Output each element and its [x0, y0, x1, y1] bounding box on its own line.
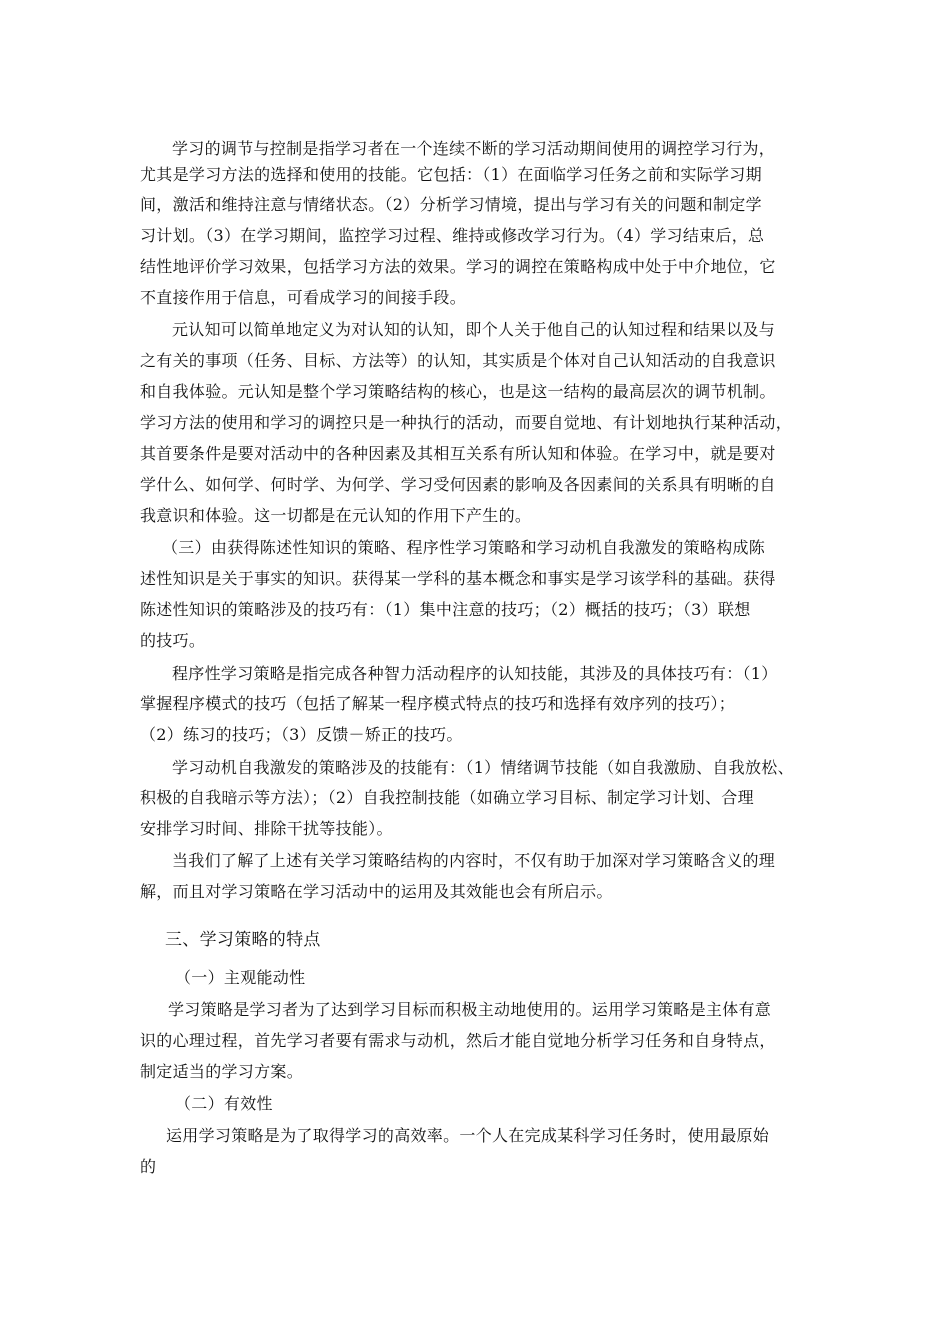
text-line: 其首要条件是要对活动中的各种因素及其相互关系有所认知和体验。在学习中，就是要对 [140, 444, 776, 463]
text-line: 我意识和体验。这一切都是在元认知的作用下产生的。 [140, 506, 532, 525]
text-line: 解，而且对学习策略在学习活动中的运用及其效能也会有所启示。 [140, 882, 613, 901]
text-line: 的技巧。 [140, 631, 206, 650]
text-line: 当我们了解了上述有关学习策略结构的内容时，不仅有助于加深对学习策略含义的理 [172, 851, 776, 870]
text-line: 间，激活和维持注意与情绪状态。（2）分析学习情境，提出与学习有关的问题和制定学 [140, 195, 762, 214]
text-line: 尤其是学习方法的选择和使用的技能。它包括：（1）在面临学习任务之前和实际学习期 [140, 165, 762, 184]
subsection-heading: （二）有效性 [175, 1094, 273, 1113]
text-line: 学什么、如何学、何时学、为何学、学习受何因素的影响及各因素间的关系具有明晰的自 [140, 475, 776, 494]
text-line: 结性地评价学习效果，包括学习方法的效果。学习的调控在策略构成中处于中介地位，它 [140, 257, 776, 276]
text-line: 制定适当的学习方案。 [140, 1062, 304, 1081]
text-line: 之有关的事项（任务、目标、方法等）的认知，其实质是个体对自己认知活动的自我意识 [140, 351, 776, 370]
text-line: 不直接作用于信息，可看成学习的间接手段。 [140, 288, 467, 307]
text-line: 陈述性知识的策略涉及的技巧有：（1）集中注意的技巧；（2）概括的技巧；（3）联想 [140, 600, 751, 619]
text-line: 掌握程序模式的技巧（包括了解某一程序模式特点的技巧和选择有效序列的技巧）； [140, 694, 736, 713]
text-line: 学习的调节与控制是指学习者在一个连续不断的学习活动期间使用的调控学习行为， [172, 139, 776, 158]
section-heading: 三、学习策略的特点 [165, 930, 321, 950]
text-line: 习计划。（3）在学习期间，监控学习过程、维持或修改学习行为。（4）学习结束后，总 [140, 226, 765, 245]
text-line: 程序性学习策略是指完成各种智力活动程序的认知技能，其涉及的具体技巧有：（1） [172, 664, 778, 683]
text-line: 元认知可以简单地定义为对认知的认知，即个人关于他自己的认知过程和结果以及与 [172, 320, 776, 339]
text-line: 运用学习策略是为了取得学习的高效率。一个人在完成某科学习任务时，使用最原始 [166, 1126, 770, 1145]
section-heading-3: （三）由获得陈述性知识的策略、程序性学习策略和学习动机自我激发的策略构成陈 [162, 538, 766, 557]
text-line: 学习策略是学习者为了达到学习目标而积极主动地使用的。运用学习策略是主体有意 [168, 1000, 772, 1019]
text-line: 学习方法的使用和学习的调控只是一种执行的活动，而要自觉地、有计划地执行某种活动， [140, 413, 793, 432]
subsection-heading: （一）主观能动性 [175, 968, 306, 987]
text-line: 识的心理过程，首先学习者要有需求与动机，然后才能自觉地分析学习任务和自身特点， [140, 1031, 776, 1050]
text-line: 积极的自我暗示等方法）；（2）自我控制技能（如确立学习目标、制定学习计划、合理 [140, 788, 754, 807]
text-line: 学习动机自我激发的策略涉及的技能有：（1）情绪调节技能（如自我激励、自我放松、 [172, 758, 794, 777]
text-line: 的 [140, 1157, 157, 1176]
text-line: （2）练习的技巧；（3）反馈－矫正的技巧。 [140, 725, 463, 744]
text-line: 和自我体验。元认知是整个学习策略结构的核心，也是这一结构的最高层次的调节机制。 [140, 382, 776, 401]
text-line: 述性知识是关于事实的知识。获得某一学科的基本概念和事实是学习该学科的基础。获得 [140, 569, 776, 588]
text-line: 安排学习时间、排除干扰等技能）。 [140, 819, 393, 838]
